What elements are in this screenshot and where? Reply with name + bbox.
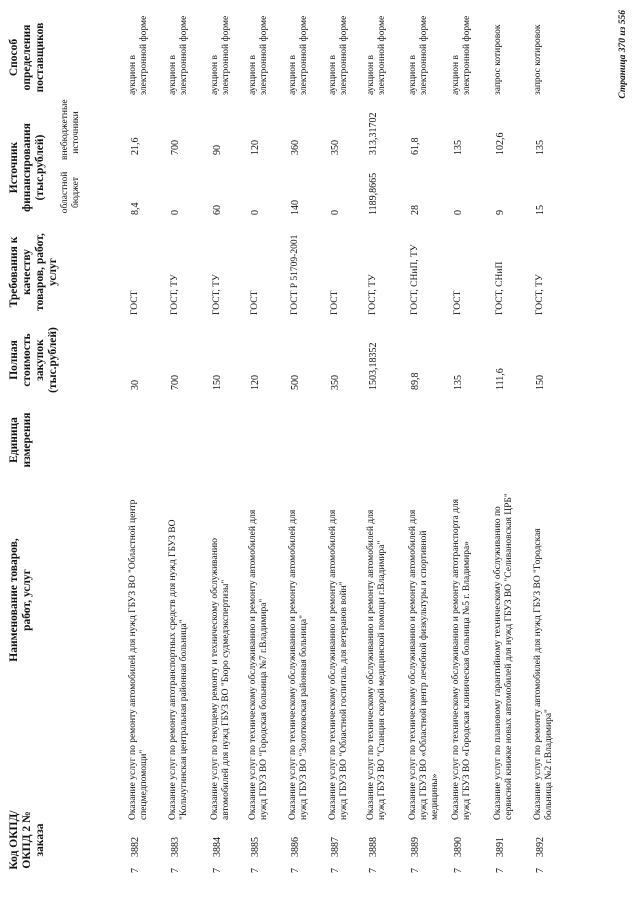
row-cost: 1503,18352 — [368, 342, 379, 390]
row-method: запрос котировок — [493, 24, 503, 95]
row-method: аукцион в электронной форме — [128, 15, 149, 95]
row-funding-regional: 0 — [250, 210, 261, 215]
row-method: аукцион в электронной форме — [168, 15, 189, 95]
row-funding-other: 102,6 — [495, 132, 506, 155]
row-name: Оказание услуг по техническому обслуживанию и ремонту автотранспорта для нужд ГБУЗ ВО «Городская клиническая больница №5 г. Владимира» — [451, 498, 472, 820]
header-code: Код ОКПД/ ОКПД 2 № заказа — [8, 810, 46, 870]
row-order-number: 3890 — [453, 837, 464, 857]
row-order-number: 3888 — [368, 837, 379, 857]
row-funding-other: 135 — [453, 140, 464, 155]
row-requirements: ГОСТ — [330, 290, 340, 315]
row-code: 7 — [290, 868, 301, 873]
row-requirements: ГОСТ, ТУ — [535, 274, 545, 315]
row-requirements: ГОСТ, ТУ — [212, 274, 222, 315]
row-cost: 111,6 — [495, 368, 506, 390]
row-code: 7 — [250, 868, 261, 873]
row-funding-other: 350 — [330, 140, 341, 155]
row-order-number: 3886 — [290, 837, 301, 857]
row-order-number: 3892 — [535, 837, 546, 857]
row-funding-regional: 9 — [495, 210, 506, 215]
row-name: Оказание услуг по текущему ремонту и техническому обслуживанию автомобилей для нужд ГБУЗ ВО "Бюро судмедэкспертизы" — [210, 537, 231, 820]
header-cost: Полная стоимость закупок (тыс.рублей) — [8, 327, 59, 393]
row-requirements: ГОСТ — [250, 290, 260, 315]
row-name: Оказание услуг по техническому обслуживанию и ремонту автомобилей для нужд ГБУЗ ВО "Станция скорой медицинской помощи г.Владимира" — [366, 509, 387, 820]
header-method: Способ определения поставщиков — [8, 22, 46, 93]
header-requirements: Требования к качеству товаров, работ, услуг — [8, 233, 59, 311]
page-footer: Страница 370 из 556 — [618, 10, 628, 99]
row-code: 7 — [368, 868, 379, 873]
row-cost: 500 — [290, 375, 301, 390]
row-order-number: 3889 — [410, 837, 421, 857]
row-funding-other: 90 — [212, 145, 223, 155]
row-order-number: 3885 — [250, 837, 261, 857]
row-method: аукцион в электронной форме — [451, 15, 472, 95]
row-method: запрос котировок — [533, 24, 543, 95]
row-order-number: 3882 — [130, 837, 141, 857]
row-method: аукцион в электронной форме — [328, 15, 349, 95]
row-order-number: 3891 — [495, 837, 506, 857]
row-method: аукцион в электронной форме — [288, 15, 309, 95]
row-code: 7 — [535, 868, 546, 873]
header-funding: Источник финансирования (тыс.рублей) — [8, 123, 46, 212]
row-name: Оказание услуг по техническому обслуживанию и ремонту автомобилей для нужд ГБУЗ ВО "Золотковская районная больница" — [288, 509, 309, 820]
row-code: 7 — [212, 868, 223, 873]
row-funding-regional: 28 — [410, 205, 421, 215]
row-funding-other: 61,8 — [410, 137, 421, 155]
row-code: 7 — [170, 868, 181, 873]
header-unit: Единица измерения — [8, 412, 33, 468]
row-name: Оказание услуг по техническому обслуживанию и ремонту автомобилей для нужд ГБУЗ ВО "Городская больница №7 г.Владимира" — [248, 509, 269, 820]
row-requirements: ГОСТ — [130, 290, 140, 315]
row-cost: 150 — [212, 375, 223, 390]
row-cost: 700 — [170, 375, 181, 390]
row-funding-regional: 0 — [330, 210, 341, 215]
row-funding-regional: 15 — [535, 205, 546, 215]
row-requirements: ГОСТ, СНиП — [495, 261, 505, 315]
row-cost: 89,8 — [410, 372, 421, 390]
row-requirements: ГОСТ Р 51709-2001 — [290, 234, 300, 315]
row-name: Оказание услуг по плановому гарантийному техническому обслуживанию по сервисной книжке новых автомобилей для нужд ГБУЗ ВО "Селивановская ЦРБ" — [493, 493, 514, 820]
row-requirements: ГОСТ, ТУ — [368, 274, 378, 315]
row-cost: 350 — [330, 375, 341, 390]
row-cost: 135 — [453, 375, 464, 390]
row-cost: 120 — [250, 375, 261, 390]
row-code: 7 — [330, 868, 341, 873]
row-method: аукцион в электронной форме — [210, 15, 231, 95]
row-funding-regional: 1189,8665 — [368, 172, 379, 215]
row-cost: 30 — [130, 380, 141, 390]
row-funding-regional: 0 — [453, 210, 464, 215]
row-cost: 150 — [535, 375, 546, 390]
header-funding-regional: областной бюджет — [60, 171, 81, 214]
row-requirements: ГОСТ, ТУ — [170, 274, 180, 315]
row-name: Оказание услуг по техническому обслуживанию и ремонту автомобилей для нужд ГБУЗ ВО «Областной центр лечебной физкультуры и спортивной медицины» — [408, 509, 440, 820]
row-method: аукцион в электронной форме — [408, 15, 429, 95]
row-requirements: ГОСТ — [453, 290, 463, 315]
row-funding-other: 120 — [250, 140, 261, 155]
row-code: 7 — [410, 868, 421, 873]
row-funding-regional: 0 — [170, 210, 181, 215]
row-funding-other: 313,31702 — [368, 112, 379, 155]
header-funding-other: внебюджетные источники — [60, 99, 81, 160]
row-name: Оказание услуг по техническому обслуживанию и ремонту автомобилей для нужд ГБУЗ ВО "Областной госпиталь для ветеранов войн" — [328, 509, 349, 820]
header-name: Наименование товаров, работ, услуг — [8, 538, 33, 662]
row-order-number: 3883 — [170, 837, 181, 857]
row-requirements: ГОСТ, СНиП, ТУ — [410, 244, 420, 315]
row-code: 7 — [495, 868, 506, 873]
row-order-number: 3884 — [212, 837, 223, 857]
row-name: Оказание услуг по ремонту автомобилей для нужд ГБУЗ ВО "Городская больница №2 г.Владимира" — [533, 528, 554, 820]
row-code: 7 — [453, 868, 464, 873]
row-name: Оказание услуг по ремонту автомобилей для нужд ГБУЗ ВО "Областной центр спецмедпомощи" — [128, 499, 149, 820]
row-funding-other: 700 — [170, 140, 181, 155]
row-funding-other: 360 — [290, 140, 301, 155]
row-method: аукцион в электронной форме — [248, 15, 269, 95]
row-order-number: 3887 — [330, 837, 341, 857]
row-name: Оказание услуг по ремонту автотранспортных средств для нужд ГБУЗ ВО "Кольчугинская центральная районная больница" — [168, 519, 189, 820]
row-funding-regional: 8,4 — [130, 202, 141, 215]
row-method: аукцион в электронной форме — [366, 15, 387, 95]
row-funding-regional: 140 — [290, 200, 301, 215]
row-funding-other: 135 — [535, 140, 546, 155]
row-funding-regional: 60 — [212, 205, 223, 215]
row-code: 7 — [130, 868, 141, 873]
row-funding-other: 21,6 — [130, 137, 141, 155]
